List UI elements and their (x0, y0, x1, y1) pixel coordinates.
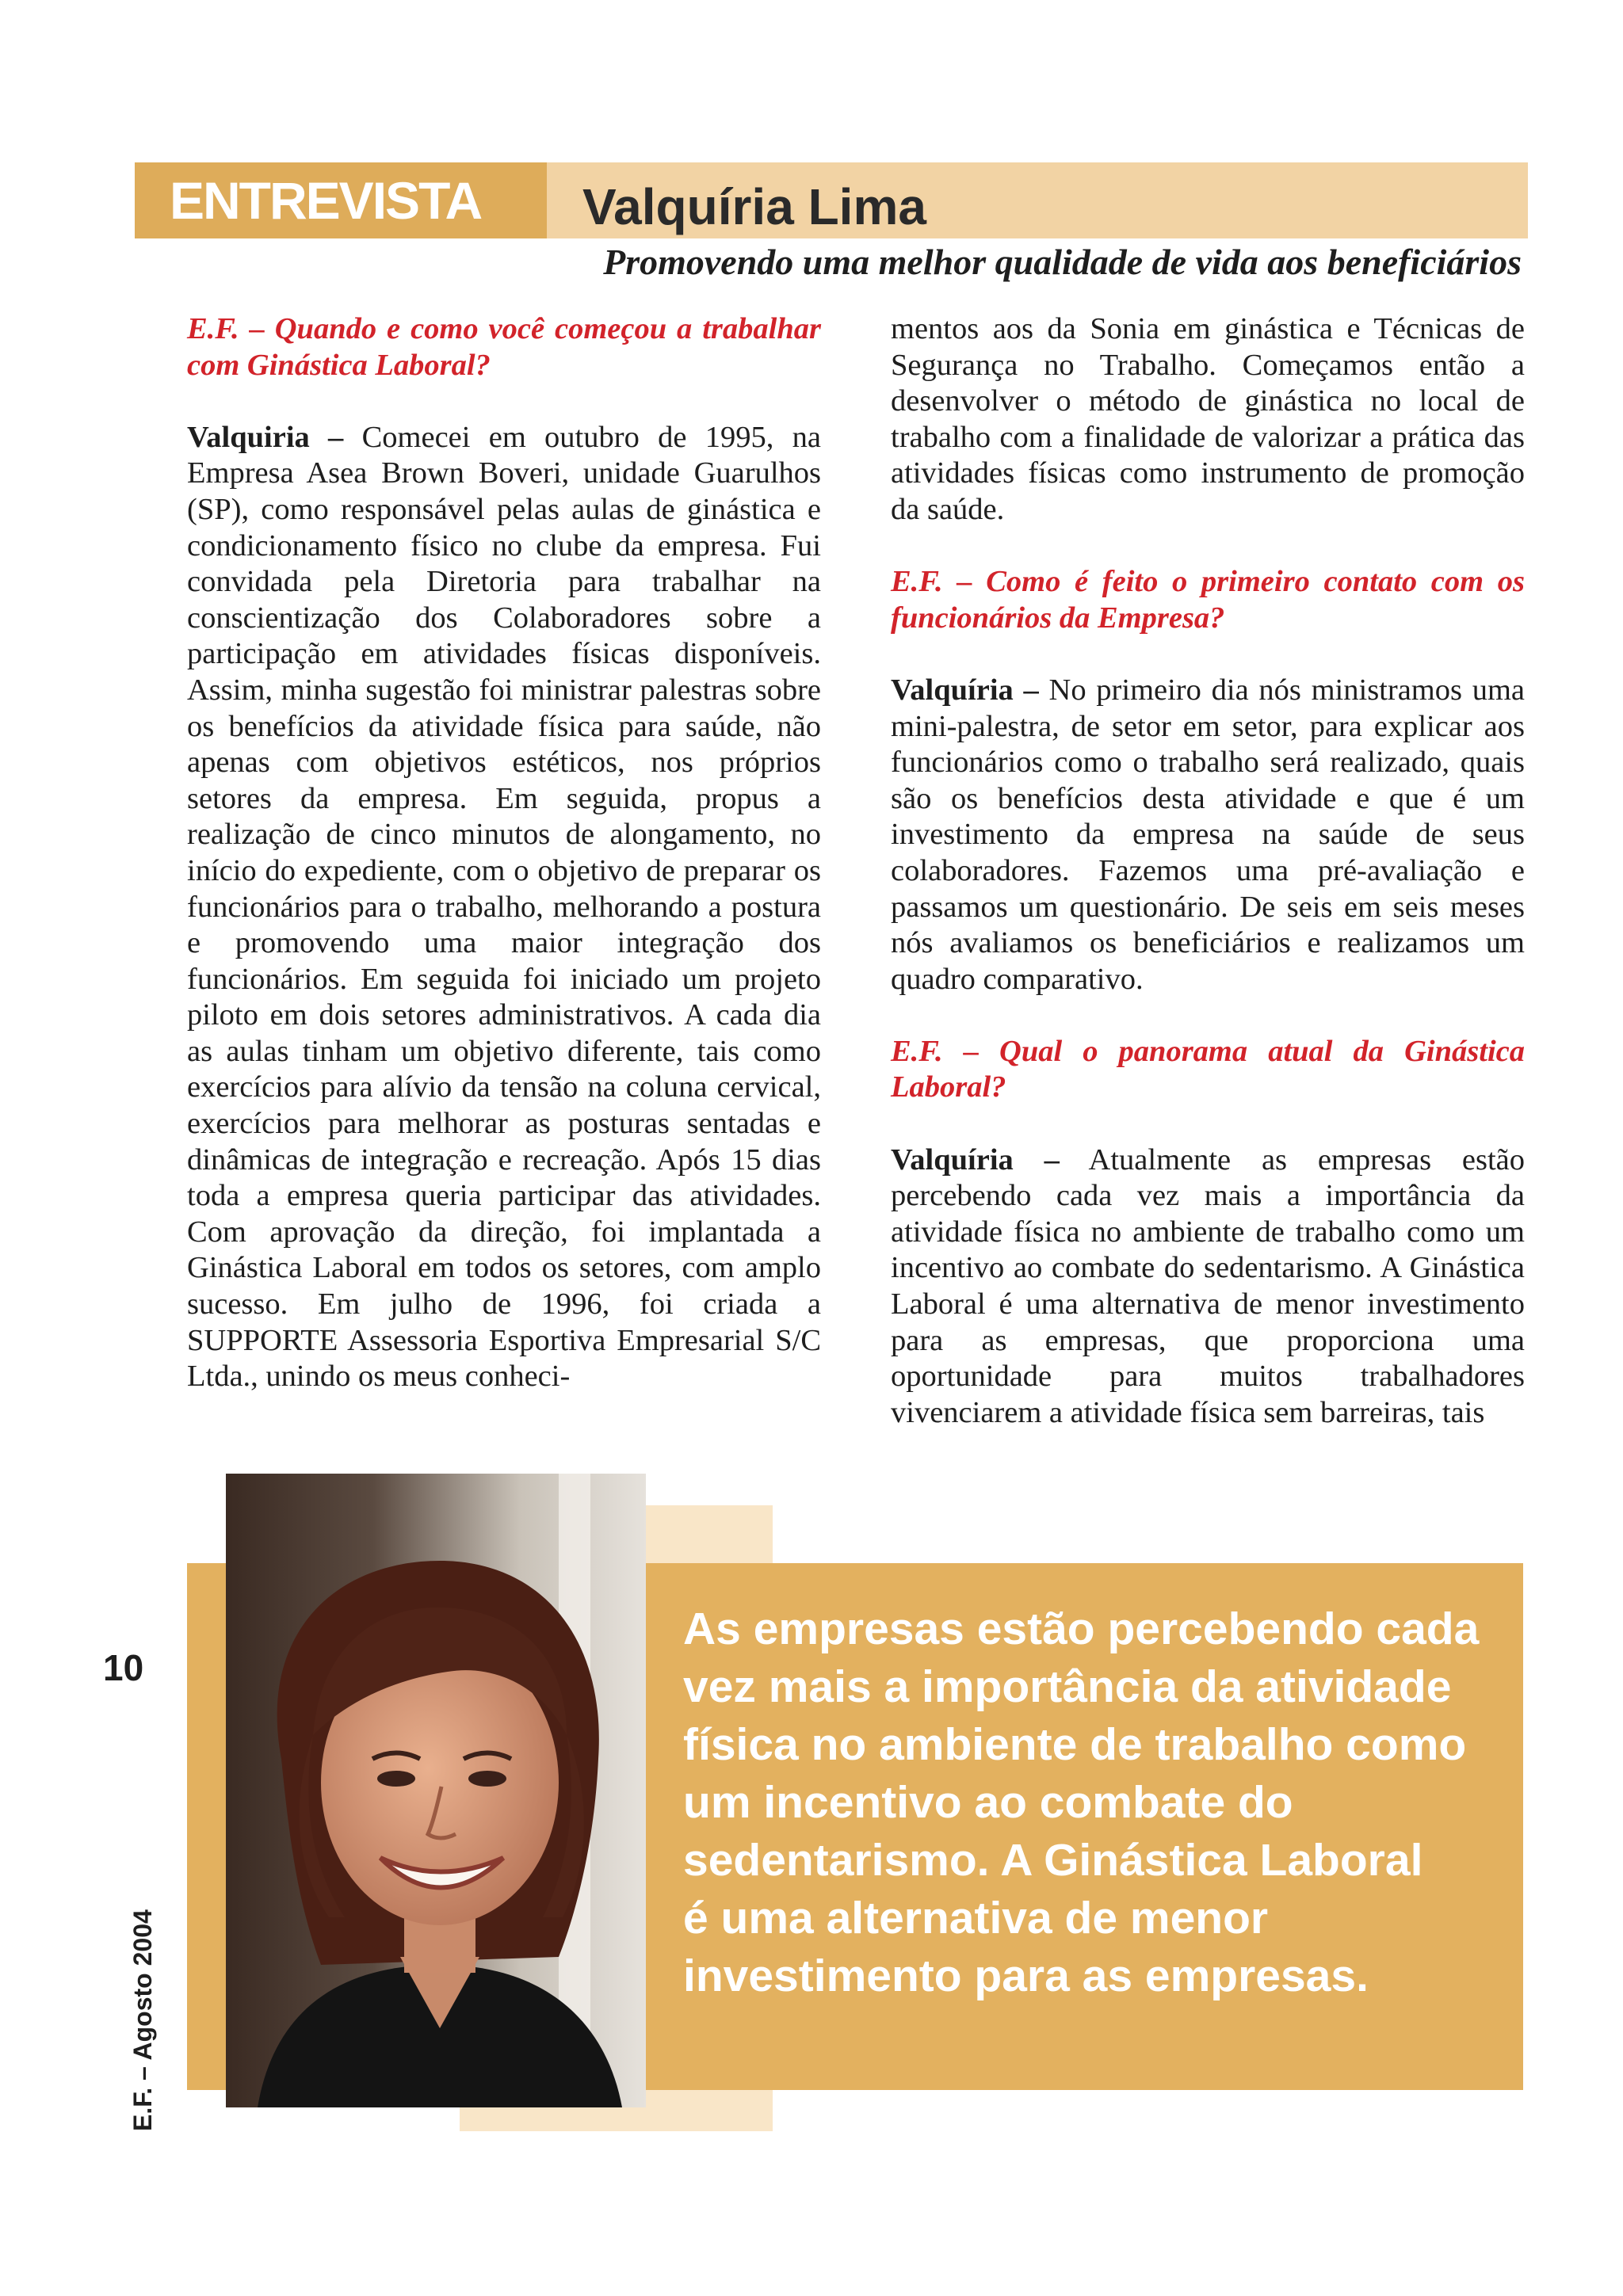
pull-quote-line: vez mais a importância da atividade (683, 1661, 1452, 1712)
page-number: 10 (103, 1647, 144, 1688)
answer-2-text: No primeiro dia nós ministramos uma mini-palestra, de setor em setor, para explicar aos funcionários como o trabalho será realizado, quais são os benefícios desta atividade e que é um investimento da empresa na saúde de seus colaboradores. Fazemos uma pré-avaliação e passamos um questionário. De seis em seis meses nós avaliamos os beneficiários e realizamos um quadro comparativo. (891, 673, 1525, 996)
pull-quote-line: sedentarismo. A Ginástica Laboral (683, 1835, 1423, 1886)
pull-quote-line: é uma alternativa de menor (683, 1893, 1269, 1943)
answer-3 (891, 1142, 1525, 1432)
question-2: E.F. – Como é feito o primeiro contato com os funcionários da Empresa? (891, 565, 1525, 635)
pull-quote-line: As empresas estão percebendo cada (683, 1604, 1480, 1654)
right-column (891, 311, 1525, 1467)
question-1: E.F. – Quando e como você começou a trabalhar com Ginástica Laboral? (187, 312, 821, 382)
pull-quote-line: investimento para as empresas. (683, 1951, 1369, 2001)
speaker-label: Valquiria – (187, 420, 344, 454)
speaker-label: Valquíria – (891, 1142, 1060, 1177)
portrait-photo (226, 1474, 646, 2107)
pull-quote-line: um incentivo ao combate do (683, 1777, 1293, 1828)
section-tag: ENTREVISTA (135, 162, 547, 238)
left-column (187, 311, 821, 1431)
answer-3-text: Atualmente as empresas estão percebendo cada vez mais a importância da atividade física no ambiente de trabalho como um incentivo ao combate do sedentarismo. A Ginástica Laboral é uma alternativa de menor investimento para as empresas, que proporciona uma oportunidade para muitos trabalhadores vivenciarem a atividade física sem barreiras, tais (891, 1142, 1525, 1429)
issue-info: E.F. – Agosto 2004 (128, 1909, 157, 2131)
question-3: E.F. – Qual o panorama atual da Ginástica Laboral? (891, 1034, 1525, 1104)
pull-quote-line: física no ambiente de trabalho como (683, 1719, 1467, 1770)
answer-1 (187, 420, 821, 1395)
answer-1-text: Comecei em outubro de 1995, na Empresa Asea Brown Boveri, unidade Guarulhos (SP), como responsável pelas aulas de ginástica e condicionamento físico no clube da empresa. Fui convidada pela Diretoria para trabalhar na conscientização dos Colaboradores sobre a participação em atividades físicas disponíveis. Assim, minha sugestão foi ministrar palestras sobre os benefícios da atividade física para saúde, não apenas com objetivos estéticos, nos próprios setores da empresa. Em seguida, propus a realização de cinco minutos de alongamento, no início do expediente, com o objetivo de preparar os funcionários para o trabalho, melhorando a postura e promovendo uma maior integração dos funcionários. Em seguida foi iniciado um projeto piloto em dois setores administrativos. A cada dia as aulas tinham um objetivo diferente, tais como exercícios para alívio da tensão na coluna cervical, exercícios para melhorar as posturas sentadas e dinâmicas de integração e recreação. Após 15 dias toda a empresa queria participar das atividades. Com aprovação da direção, foi implantada a Ginástica Laboral em todos os setores, com amplo sucesso. Em julho de 1996, foi criada a SUPPORTE Assessoria Esportiva Empresarial S/C Ltda., unindo os meus conheci- (187, 420, 821, 1394)
pull-quote (683, 1600, 1515, 2005)
speaker-label: Valquíria – (891, 673, 1039, 707)
answer-2 (891, 673, 1525, 997)
interviewee-name: Valquíria Lima (582, 178, 926, 235)
answer-1-continuation: mentos aos da Sonia em ginástica e Técnicas de Segurança no Trabalho. Começamos então a desenvolver o método de ginástica no local de trabalho com a finalidade de valorizar a prática das atividades físicas como instrumento de promoção da saúde. (891, 312, 1525, 526)
article-subtitle: Promovendo uma melhor qualidade de vida aos beneficiários (603, 242, 1522, 282)
